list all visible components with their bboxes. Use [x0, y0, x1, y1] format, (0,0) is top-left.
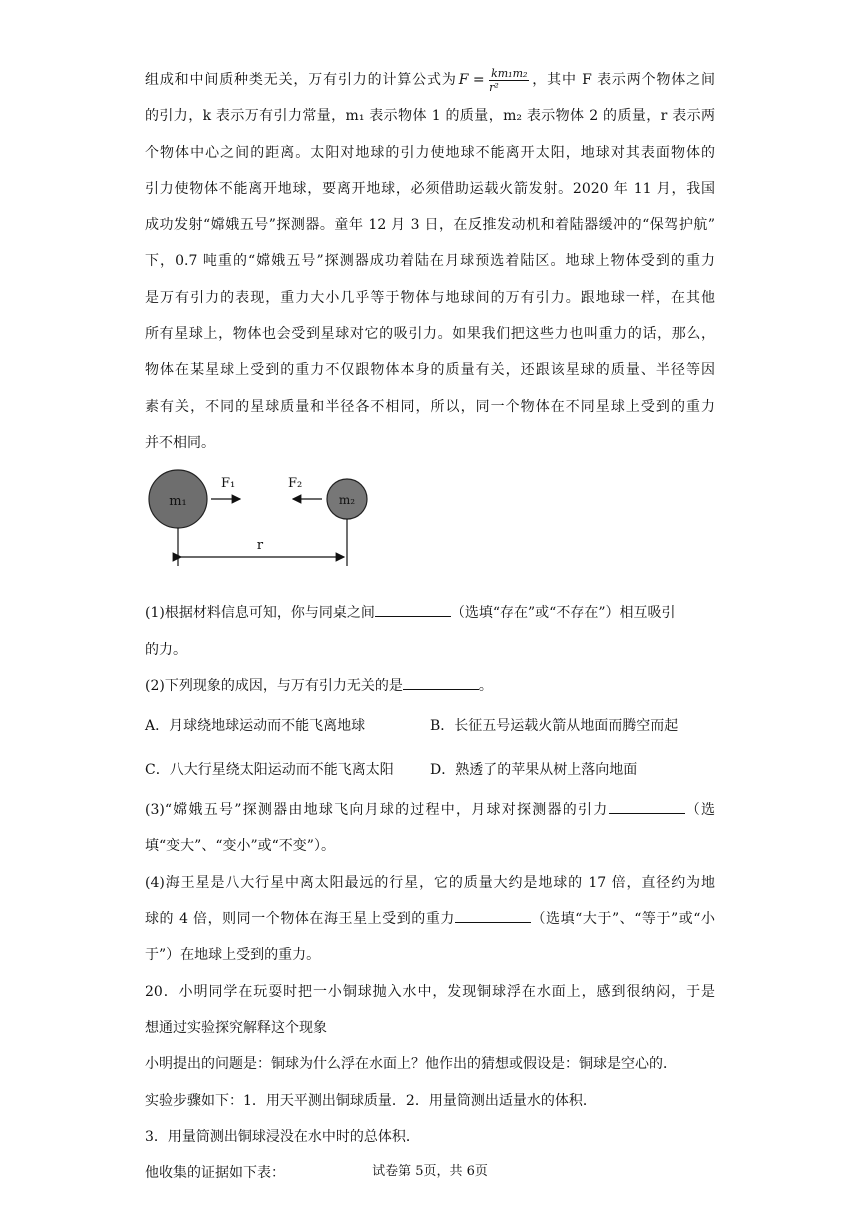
- q2-end: 。: [478, 677, 493, 694]
- question-3: [145, 792, 715, 828]
- q2-text: (2)下列现象的成因，与万有引力无关的是: [145, 677, 403, 694]
- m1-label: m₁: [169, 494, 187, 510]
- q4-hint: （选填“大于”、“等于”或“小: [530, 911, 715, 928]
- option-d[interactable]: D．熟透了的苹果从树上落向地面: [430, 762, 638, 779]
- q3-answer-blank[interactable]: [609, 797, 685, 814]
- q20-line-3: 小明提出的问题是：铜球为什么浮在水面上？他作出的猜想或假设是：铜球是空心的．: [145, 1056, 677, 1073]
- q20-line-2: 想通过实验探究解释这个现象: [145, 1019, 327, 1036]
- passage-line: 是万有引力的表现，重力大小几乎等于物体与地球间的万有引力。跟地球一样，在其他: [145, 289, 715, 306]
- passage-line: 素有关，不同的星球质量和半径各不相同，所以，同一个物体在不同星球上受到的重力: [145, 398, 715, 415]
- q1-text: (1)根据材料信息可知，你与同桌之间: [145, 605, 375, 622]
- passage-line: 成功发射“嫦娥五号”探测器。童年 12 月 3 日，在反推发动机和着陆器缓冲的“保驾护航”: [145, 217, 715, 234]
- option-b[interactable]: B．长征五号运载火箭从地面而腾空而起: [430, 718, 679, 735]
- q4-text: 球的 4 倍，则同一个物体在海王星上受到的重力: [145, 911, 455, 928]
- formula-lhs: F =: [458, 72, 485, 88]
- passage-line-1: [145, 62, 715, 98]
- q2-options-row-2: [145, 748, 715, 792]
- question-1-cont: 的力。: [145, 641, 187, 658]
- passage-line: 并不相同。: [145, 434, 215, 451]
- formula-numerator: km₁m₂: [491, 66, 528, 80]
- gravitation-formula: [459, 62, 530, 98]
- q3-text: (3)“嫦娥五号”探测器由地球飞向月球的过程中，月球对探测器的引力: [145, 802, 609, 819]
- option-c[interactable]: C．八大行星绕太阳运动而不能飞离太阳: [145, 762, 394, 779]
- option-a[interactable]: A．月球绕地球运动而不能飞离地球: [145, 718, 366, 735]
- passage-text: 组成和中间质种类无关，万有引力的计算公式为: [145, 72, 457, 89]
- question-1: [145, 595, 715, 631]
- page-content: [145, 62, 715, 1191]
- q1-hint: （选填“存在”或“不存在”）相互吸引: [450, 605, 676, 622]
- passage-line: 物体在某星球上受到的重力不仅跟物体本身的质量有关，还跟该星球的质量、半径等因: [145, 362, 715, 379]
- f1-label: F₁: [221, 476, 236, 492]
- r-label: r: [256, 538, 264, 554]
- question-3-cont: 填“变大”、“变小”或“不变”）。: [145, 838, 335, 855]
- passage-line: 个物体中心之间的距离。太阳对地球的引力使地球不能离开太阳，地球对其表面物体的: [145, 144, 715, 161]
- q20-line-5: 3．用量筒测出铜球浸没在水中时的总体积．: [145, 1128, 420, 1145]
- q2-options-row-1: [145, 704, 715, 748]
- passage-line: 下，0.7 吨重的“嫦娥五号”探测器成功着陆在月球预选着陆区。地球上物体受到的重力: [145, 253, 715, 270]
- question-2: [145, 668, 715, 704]
- f2-label: F₂: [288, 476, 303, 492]
- gravitation-diagram: [145, 469, 715, 589]
- q4-answer-blank[interactable]: [455, 906, 531, 923]
- formula-denominator: r²: [489, 80, 499, 94]
- passage-text: ，其中 F 表示两个物体之间: [531, 72, 715, 89]
- passage-line: 所有星球上，物体也会受到星球对它的吸引力。如果我们把这些力也叫重力的话，那么，: [145, 326, 715, 343]
- question-4: (4)海王星是八大行星中离太阳最远的行星，它的质量大约是地球的 17 倍，直径约为地: [145, 874, 715, 891]
- question-4-cont: [145, 901, 715, 937]
- formula-fraction: [489, 67, 529, 94]
- q1-answer-blank[interactable]: [375, 600, 451, 617]
- q3-hint: （选: [684, 802, 715, 819]
- q2-answer-blank[interactable]: [403, 673, 479, 690]
- q20-line-4: 实验步骤如下：1．用天平测出铜球质量．2．用量筒测出适量水的体积．: [145, 1092, 597, 1109]
- m2-label: m₂: [338, 493, 356, 508]
- q20-line-1: 20．小明同学在玩耍时把一小铜球抛入水中，发现铜球浮在水面上，感到很纳闷，于是: [145, 983, 715, 1000]
- question-4-end: 于”）在地球上受到的重力。: [145, 947, 321, 964]
- diagram-svg: [145, 469, 445, 589]
- q20-line-6: 他收集的证据如下表：: [145, 1165, 285, 1182]
- passage-line: 引力使物体不能离开地球，要离开地球，必须借助运载火箭发射。2020 年 11 月，我国: [145, 180, 715, 197]
- page-footer: 试卷第 5页，共 6页: [372, 1164, 488, 1179]
- passage-line: 的引力，k 表示万有引力常量，m₁ 表示物体 1 的质量，m₂ 表示物体 2 的质量，r 表示两: [145, 108, 715, 125]
